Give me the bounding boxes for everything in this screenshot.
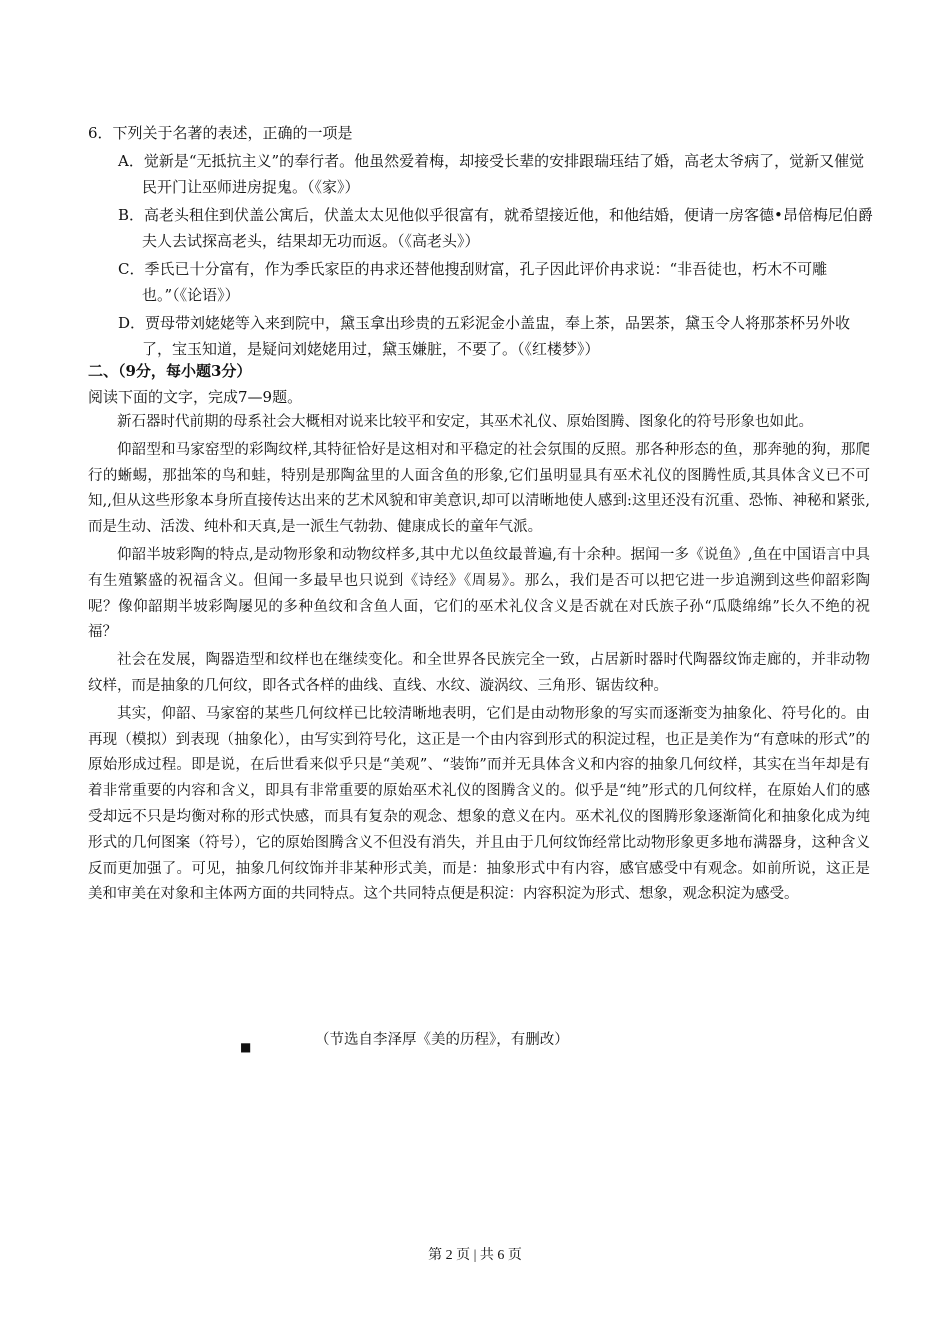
passage-paragraph-5: 其实，仰韶、马家窑的某些几何纹样已比较清晰地表明，它们是由动物形象的写实而逐渐变为抽象化、符号化的。由再现（模拟）到表现（抽象化），由写实到符号化，这正是一个由内容到形式的积淀过程，也正是美作为“有意味的形式”的原始形成过程。即是说，在后世看来似乎只是“美观”、“装饰”而并无具体含义和内容的抽象几何纹样，其实在当年却是有着非常重要的内容和含义，即具有非常重要的原始巫术礼仪的图腾含义的。似乎是“纯”形式的几何纹样，在原始人们的感受却远不只是均衡对称的形式快感，而具有复杂的观念、想象的意义在内。巫术礼仪的图腾形象逐渐简化和抽象化成为纯形式的几何图案（符号），它的原始图腾含义不但没有消失，并且由于几何纹饰经常比动物形象更多地布满器身，这种含义反而更加强了。可见，抽象几何纹饰并非某种形式美，而是：抽象形式中有内容，感官感受中有观念。如前所说，这正是美和审美在对象和主体两方面的共同特点。这个共同特点便是积淀：内容积淀为形式、想象，观念积淀为感受。 xyxy=(88,705,870,903)
section-heading: 二、（9分，每小题3分） xyxy=(88,362,252,380)
passage-source: （节选自李泽厚《美的历程》，有删改） xyxy=(315,1032,569,1048)
section-2-header xyxy=(88,358,878,410)
reading-passage xyxy=(88,410,870,910)
section-instruction: 阅读下面的文字，完成7—9题。 xyxy=(88,388,303,406)
option-d: D．贾母带刘姥姥等入来到院中，黛玉拿出珍贵的五彩泥金小盖盅，奉上茶，品罢茶，黛玉令人将那茶杯另外收了，宝玉知道，是疑问刘姥姥用过，黛玉嫌脏，不要了。（《红楼梦》） xyxy=(118,314,851,358)
option-b: B．高老头租住到伏盖公寓后，伏盖太太见他似乎很富有，就希望接近他，和他结婚，便请一房客德•昂倍梅尼伯爵夫人去试探高老头，结果却无功而返。（《高老头》） xyxy=(118,206,873,250)
passage-paragraph-4: 社会在发展，陶器造型和纹样也在继续变化。和全世界各民族完全一致，占居新时器时代陶器纹饰走廊的，并非动物纹样，而是抽象的几何纹，即各式各样的曲线、直线、水纹、漩涡纹、三角形、锯齿纹种。 xyxy=(88,652,870,694)
option-c: C．季氏已十分富有，作为季氏家臣的冉求还替他搜刮财富，孔子因此评价冉求说：“非吾徒也，朽木不可雕也。”（《论语》） xyxy=(118,260,828,304)
question-stem: 6．下列关于名著的表述，正确的一项是 xyxy=(88,124,353,142)
option-a: A．觉新是“无抵抗主义”的奉行者。他虽然爱着梅，却接受长辈的安排跟瑞珏结了婚，高老太爷病了，觉新又催觉民开门让巫师进房捉鬼。（《家》） xyxy=(118,152,865,196)
passage-paragraph-2: 仰韶型和马家窑型的彩陶纹样,其特征恰好是这相对和平稳定的社会氛围的反照。那各种形态的鱼，那奔驰的狗，那爬行的蜥蜴，那拙笨的鸟和蛙，特别是那陶盆里的人面含鱼的形象,它们虽明显具有巫术礼仪的图腾性质,其具体含义已不可知,,但从这些形象本身所直接传达出来的艺术风貌和审美意识,却可以清晰地使人感到:这里还没有沉重、恐怖、神秘和紧张,而是生动、活泼、纯朴和天真,是一派生气勃勃、健康成长的童年气派。 xyxy=(88,441,870,536)
question-6 xyxy=(88,120,878,362)
passage-paragraph-3: 仰韶半坡彩陶的特点,是动物形象和动物纹样多,其中尤以鱼纹最普遍,有十余种。据闻一多《说鱼》,鱼在中国语言中具有生殖繁盛的祝福含义。但闻一多最早也只说到《诗经》《周易》。那么，我们是否可以把它进一步追溯到这些仰韶彩陶呢？像仰韶期半坡彩陶屡见的多种鱼纹和含鱼人面，它们的巫术礼仪含义是否就在对氏族子孙“瓜瓞绵绵”长久不绝的祝福？ xyxy=(88,546,870,641)
page-footer: 第 2 页 | 共 6 页 xyxy=(428,1248,522,1263)
stray-dot-mark: ■ xyxy=(240,1040,252,1054)
passage-paragraph-1: 新石器时代前期的母系社会大概相对说来比较平和安定，其巫术礼仪、原始图腾、图象化的符号形象也如此。 xyxy=(117,414,813,430)
